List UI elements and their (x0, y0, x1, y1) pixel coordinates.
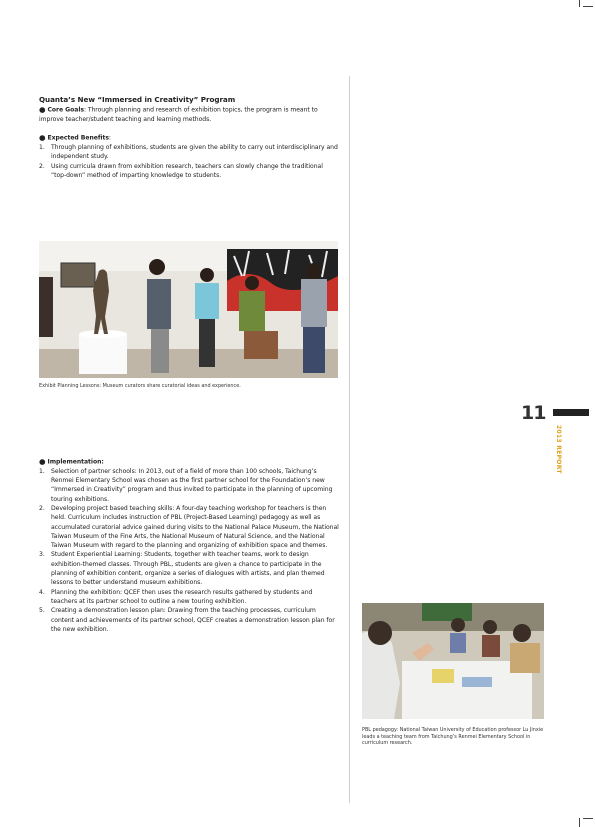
item-number: 4. (39, 588, 45, 596)
implementation-heading (39, 457, 339, 467)
implementation-section (39, 457, 339, 634)
item-number: 1. (39, 144, 45, 152)
item-text: Selection of partner schools: In 2013, out of a field of more than 100 schools, Taichung’s Renmei Elementary School was chosen as the first partner school for the Foundation’s new “Immersed in Creativity” program and thus invited to participate in the planning of upcoming touring exhibitions. (51, 467, 333, 503)
item-number: 2. (39, 162, 45, 170)
item-number: 5. (39, 607, 45, 615)
list-item (39, 550, 339, 587)
expected-benefits-heading (39, 133, 339, 143)
core-goals-label: Core Goals (47, 106, 84, 114)
page-number: 11 (521, 402, 546, 424)
item-text: Using curricula drawn from exhibition research, teachers can slowly change the traditional “top-down” method of imparting knowledge to students. (51, 162, 323, 180)
page-number-bar (553, 409, 589, 416)
classroom-photo (362, 603, 544, 719)
list-item (39, 588, 339, 607)
report-label: 2013 REPORT (555, 425, 562, 474)
item-number: 1. (39, 467, 45, 475)
item-text: Developing project based teaching skills: A four-day teaching workshop for teachers is then held. Curriculum includes instruction of PBL (Project-Based Learning) pedagogy as well as accumulated curatorial advice gained during visits to the National Palace Museum, the National Taiwan Museum of the Fine Arts, the National Museum of Natural Science, and the National Taiwan Museum with regard to the planning and organizing of exhibition space and themes. (51, 504, 339, 550)
column-divider (349, 76, 350, 803)
core-goals (39, 105, 339, 124)
list-item (39, 467, 339, 504)
list-item (39, 143, 339, 162)
photo2-caption: PBL pedagogy: National Taiwan University of Education professor Lu Jinxie leads a teaching team from Taichung’s Renmei Elementary School in curriculum research. (362, 727, 544, 747)
item-text: Student Experiential Learning: Students, together with teacher teams, work to design exhibition-themed classes. Through PBL, students are given a chance to participate in the planning of exhibition content, organize a series of dialogues with artists, and plan themed lessons to better understand museum exhibitions. (51, 551, 325, 587)
implementation-list (39, 467, 339, 634)
expected-benefits-label: Expected Benefits (47, 134, 109, 142)
program-section (39, 95, 339, 180)
crop-mark (583, 6, 593, 7)
bullet-icon: ● (39, 457, 46, 466)
expected-benefits-list (39, 143, 339, 180)
bullet-icon: ● (39, 133, 46, 143)
crop-mark (579, 0, 580, 7)
museum-photo (39, 241, 338, 378)
item-number: 3. (39, 551, 45, 559)
item-text: Planning the exhibition: QCEF then uses the research results gathered by students and teachers at its partner school to outline a new touring exhibition. (51, 588, 313, 605)
crop-mark (583, 818, 593, 819)
core-goals-text: : Through planning and research of exhibition topics, the program is meant to improve teacher/student teaching and learning methods. (39, 106, 318, 124)
list-item (39, 504, 339, 550)
crop-mark (579, 818, 580, 827)
item-number: 2. (39, 504, 45, 512)
program-title: Quanta’s New “Immersed in Creativity” Program (39, 95, 236, 104)
list-item (39, 606, 339, 634)
bullet-icon: ● (39, 105, 46, 115)
item-text: Creating a demonstration lesson plan: Drawing from the teaching processes, curriculum content and achievements of its partner school, QCEF creates a demonstration lesson plan for the new exhibition. (51, 607, 335, 633)
implementation-label: Implementation: (47, 458, 104, 466)
item-text: Through planning of exhibitions, students are given the ability to carry out interdisciplinary and independent study. (51, 144, 338, 161)
expected-benefits-suffix: : (108, 134, 111, 142)
photo1-caption: Exhibit Planning Lessons: Museum curators share curatorial ideas and experience. (39, 383, 241, 389)
list-item (39, 162, 339, 181)
